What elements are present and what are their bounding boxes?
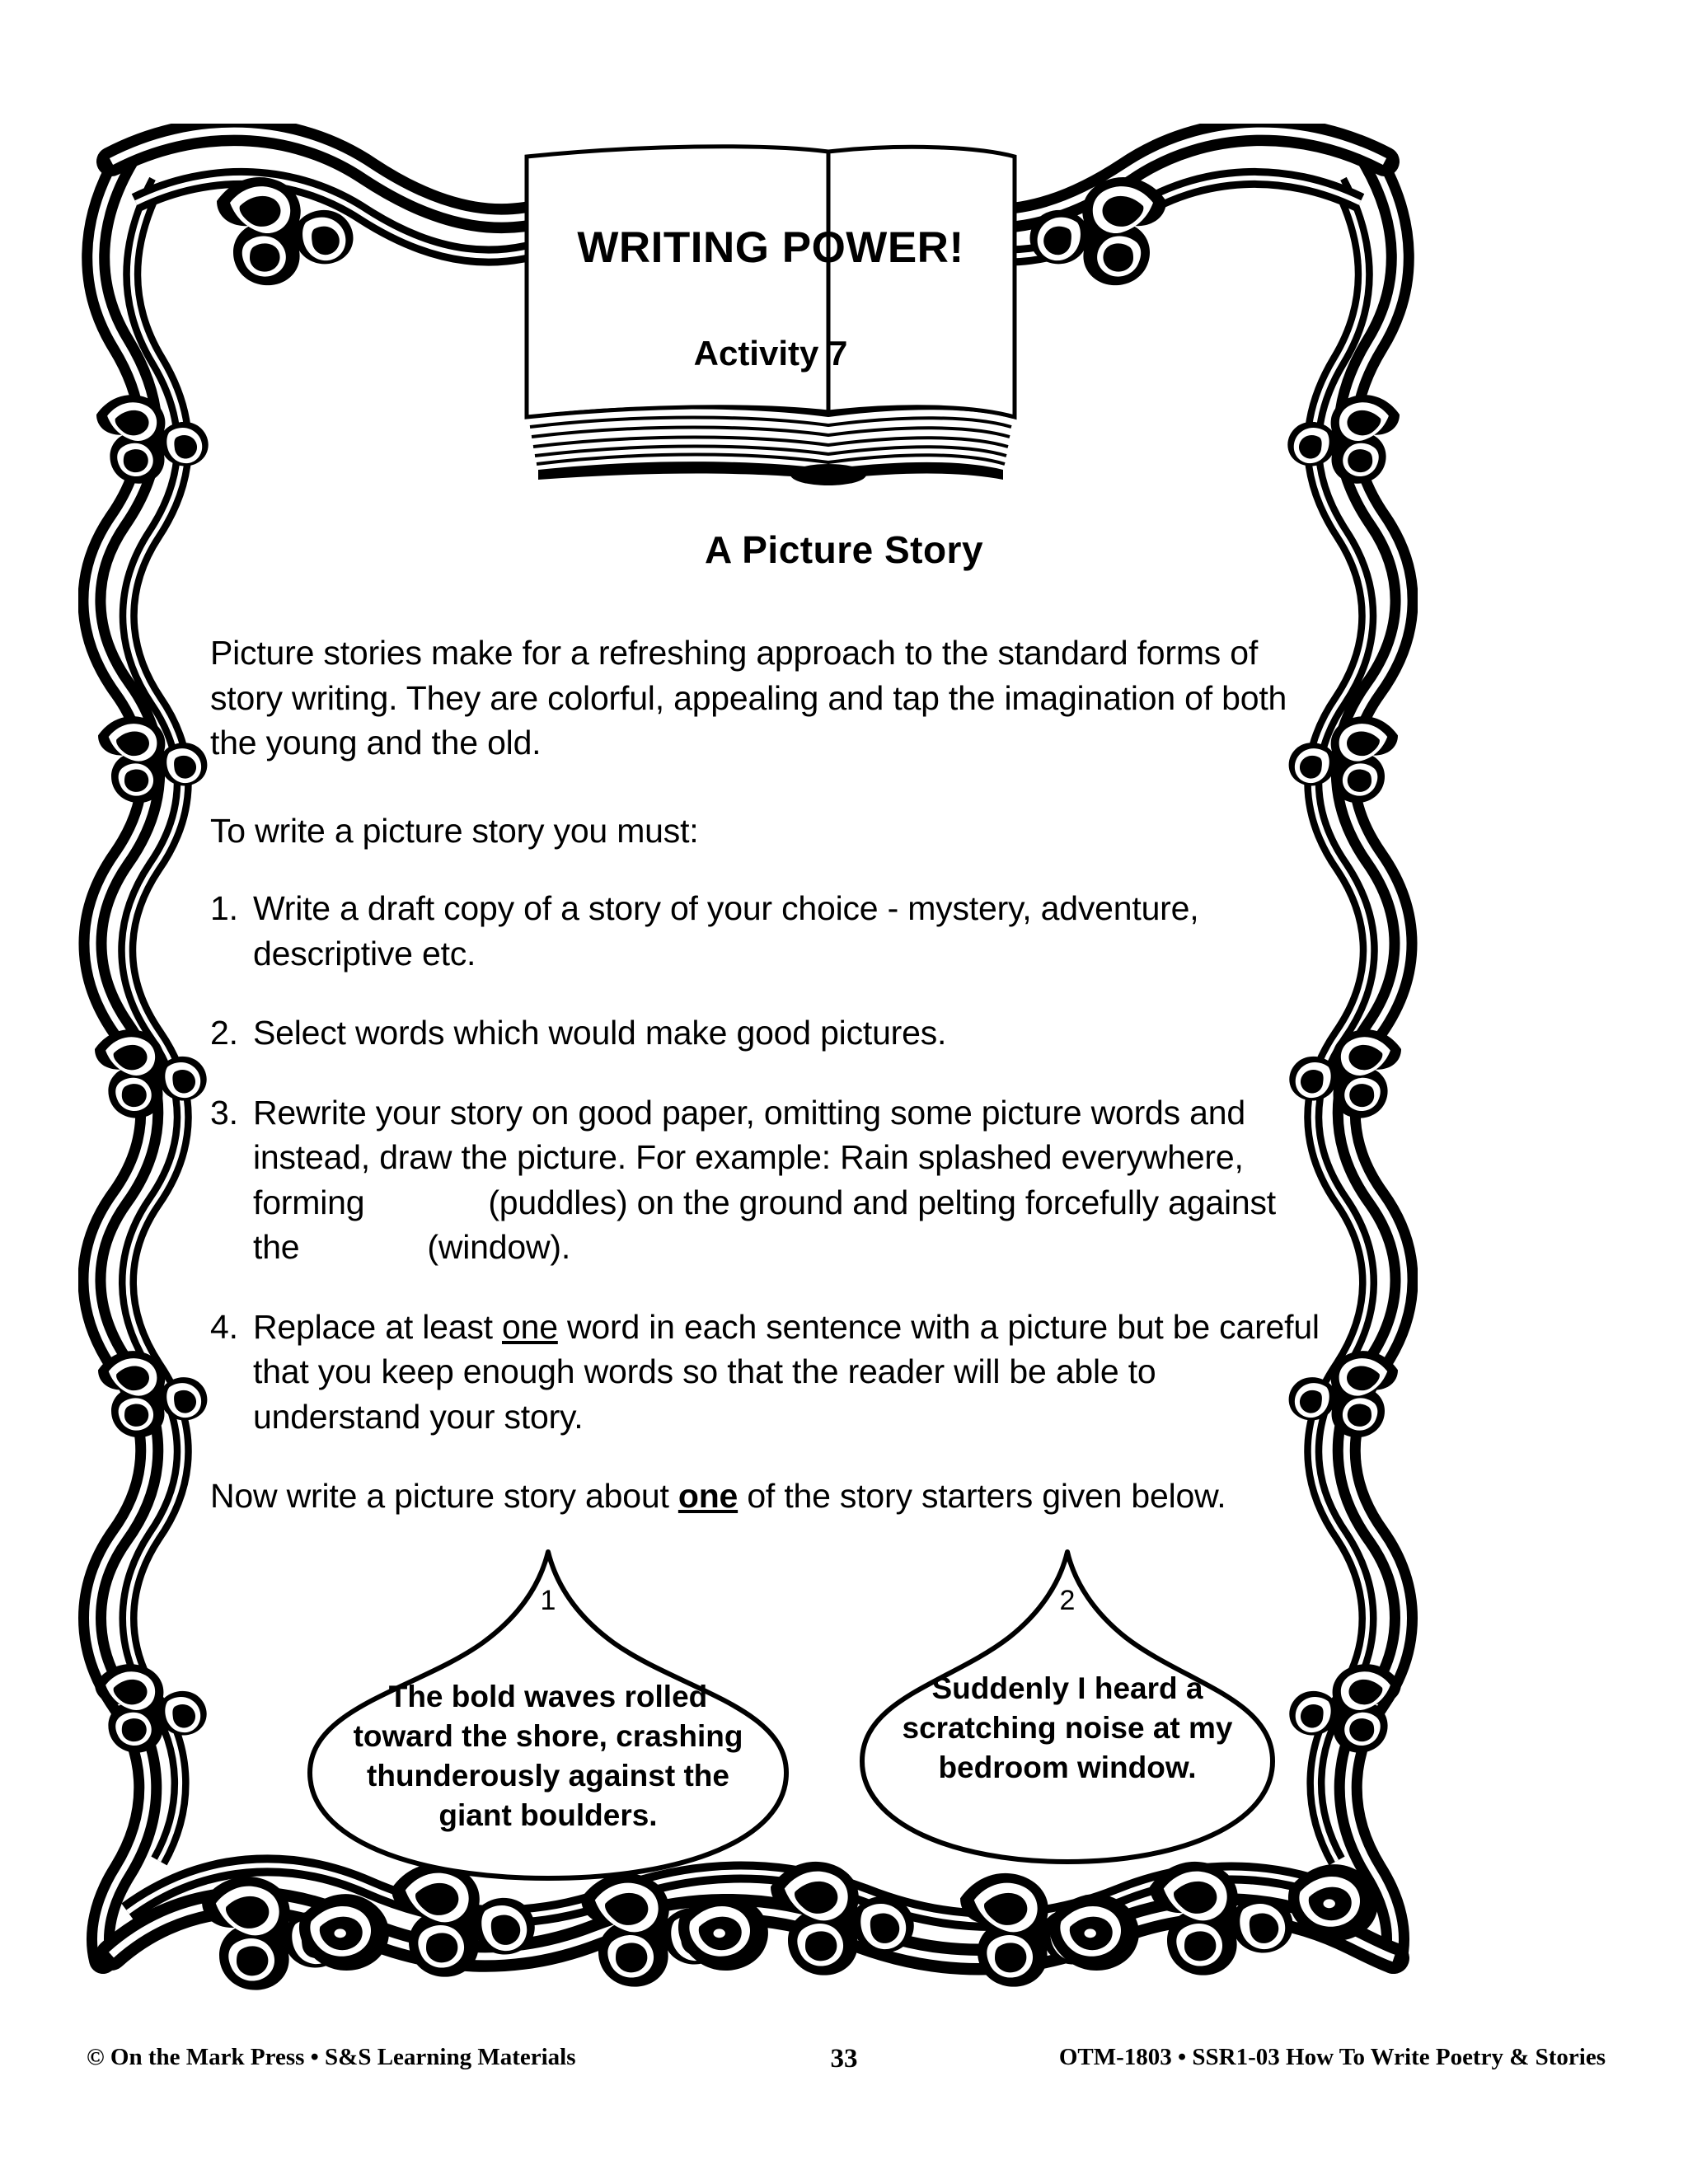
intro-paragraph: Picture stories make for a refreshing approach to the standard forms of story writing. They are colorful, appealing and tap the imagination of both the young and the old.: [210, 634, 1287, 762]
step-3: [210, 1090, 1327, 1270]
closing-part2: of the story starters given below.: [738, 1477, 1226, 1516]
story-starter-bubble-1: [305, 1545, 791, 1883]
closing-instruction: [210, 1474, 1327, 1519]
page-footer: [0, 2044, 1688, 2093]
story-starter-bubble-2: [857, 1545, 1278, 1867]
step-2: [210, 1010, 1327, 1056]
activity-label: Activity 7: [693, 334, 848, 373]
story-starter-2-number: 2: [1059, 1585, 1076, 1616]
step-2-number: 2.: [210, 1014, 238, 1052]
step-2-text: Select words which would make good pictures.: [253, 1014, 947, 1052]
lead-in-text: To write a picture story you must:: [210, 811, 699, 850]
step-1: [210, 886, 1327, 976]
book-title-block: [515, 140, 1026, 445]
step-1-number: 1.: [210, 889, 238, 928]
page-title: WRITING POWER!: [577, 223, 964, 272]
step-4-text-part1: Replace at least: [253, 1307, 502, 1346]
step-4-text: [253, 1305, 1327, 1440]
step-4-text-part2: word in each sentence with a picture but be careful that you keep enough words so that the reader will be able to understand your story.: [253, 1307, 1320, 1436]
step-4: [210, 1305, 1327, 1440]
step-4-number: 4.: [210, 1307, 238, 1346]
step-1-text: Write a draft copy of a story of your choice - mystery, adventure, descriptive etc.: [253, 889, 1199, 972]
step-3-text-part3: (window).: [427, 1228, 571, 1267]
step-4-emphasis: one: [502, 1307, 558, 1346]
footer-copyright: © On the Mark Press • S&S Learning Materials: [87, 2044, 576, 2070]
step-3-number: 3.: [210, 1093, 238, 1132]
worksheet-body: [210, 630, 1327, 1519]
story-starter-2-text: Suddenly I heard a scratching noise at my bedroom window.: [902, 1671, 1233, 1785]
closing-part1: Now write a picture story about: [210, 1477, 678, 1516]
story-starter-1-number: 1: [540, 1585, 556, 1616]
page-number: 33: [830, 2044, 858, 2074]
worksheet-subtitle: A Picture Story: [704, 528, 984, 571]
step-3-text-part2: (puddles) on the ground and pelting forcefully against the: [253, 1183, 1276, 1267]
step-3-text-part1: Rewrite your story on good paper, omitting some picture words and instead, draw the picture. For example: Rain splashed everywhere, forming: [253, 1093, 1245, 1221]
footer-product-code: OTM-1803 • SSR1-03 How To Write Poetry & Stories: [1058, 2044, 1606, 2070]
step-3-text: [253, 1090, 1327, 1270]
closing-emphasis: one: [678, 1477, 738, 1516]
story-starter-1-text: The bold waves rolled toward the shore, crashing thunderously against the giant boulders.: [353, 1680, 743, 1833]
